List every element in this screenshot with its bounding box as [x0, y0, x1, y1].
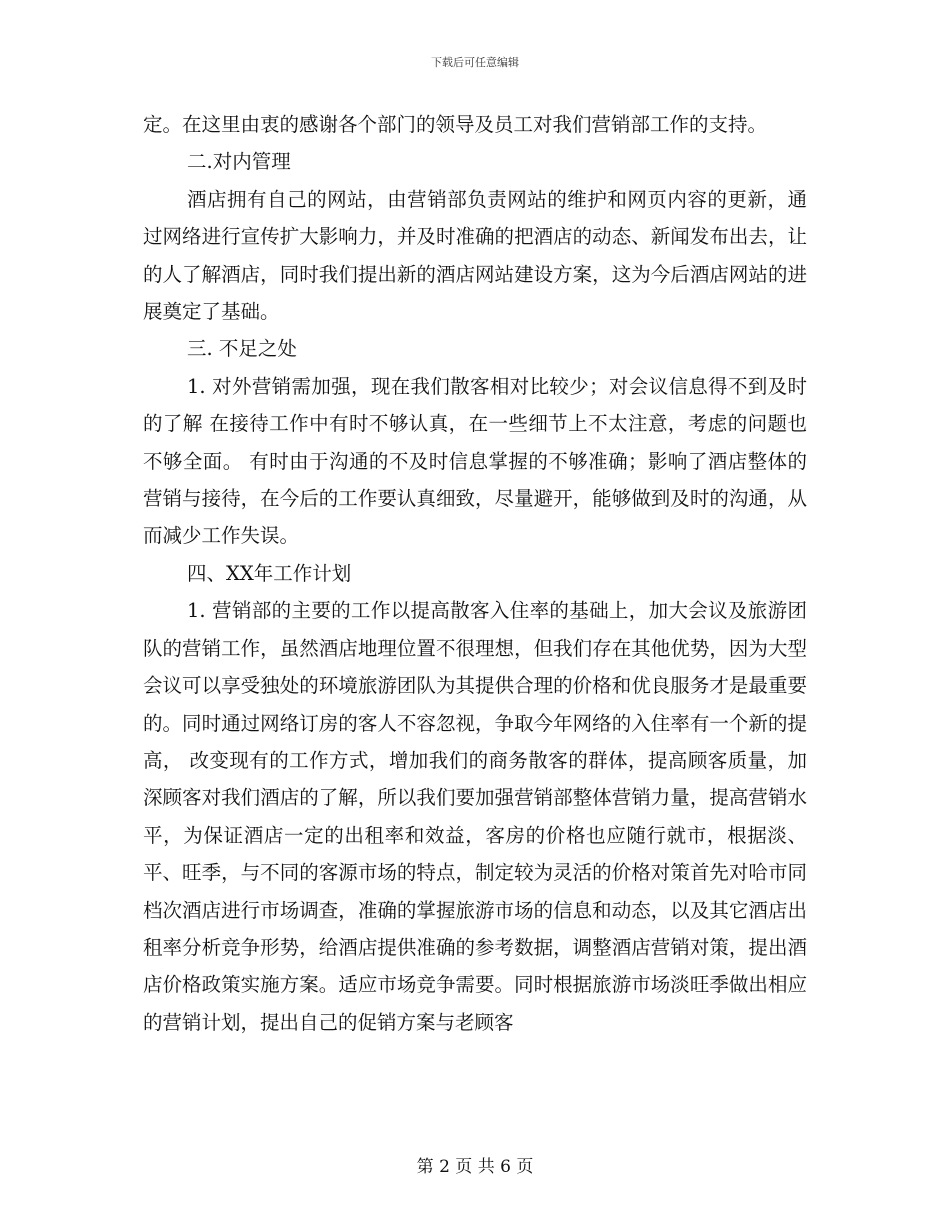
section-heading-work-plan: 四、XX年工作计划	[187, 561, 352, 585]
paragraph-website: 酒店拥有自己的网站，由营销部负责网站的维护和网页内容的更新，通过网络进行宣传扩大影响力，并及时准确的把酒店的动态、新闻发布出去，让的人了解酒店，同时我们提出新的酒店网站建设方案，这为今后酒店网站的进展奠定了基础。	[143, 187, 807, 324]
paragraph-continuation: 定。在这里由衷的感谢各个部门的领导及员工对我们营销部工作的支持。	[143, 113, 768, 136]
page-header-note: 下载后可任意编辑	[431, 56, 519, 69]
paragraph-shortcomings-1: 1. 对外营销需加强，现在我们散客相对比较少；对会议信息得不到及时的了解 在接待工作中有时不够认真，在一些细节上不太注意，考虑的问题也不够全面。 有时由于沟通的不及时信息掌握的不够准确；影响了酒店整体的营销与接待，在今后的工作要认真细致，尽量避开，能够做到及时的沟通，从而减少工作失误。	[143, 374, 807, 548]
page-number-footer: 第 2 页 共 6 页	[416, 1157, 534, 1177]
paragraph-work-plan-1: 1. 营销部的主要的工作以提高散客入住率的基础上，加大会议及旅游团队的营销工作，虽然酒店地理位置不很理想，但我们存在其他优势，因为大型会议可以享受独处的环境旅游团队为其提供合理的价格和优良服务才是最重要的。同时通过网络订房的客人不容忽视，争取今年网络的入住率有一个新的提高， 改变现有的工作方式，增加我们的商务散客的群体，提高顾客质量，加深顾客对我们酒店的了解，所以我们要加强营销部整体营销力量，提高营销水平，为保证酒店一定的出租率和效益，客房的价格也应随行就市，根据淡、平、旺季，与不同的客源市场的特点，制定较为灵活的价格对策首先对哈市同档次酒店进行市场调查，准确的掌握旅游市场的信息和动态，以及其它酒店出租率分析竞争形势，给酒店提供准确的参考数据，调整酒店营销对策，提出酒店价格政策实施方案。适应市场竞争需要。同时根据旅游市场淡旺季做出相应的营销计划，提出自己的促销方案与老顾客	[143, 599, 807, 1034]
section-heading-internal-management: 二.对内管理	[187, 150, 291, 174]
section-heading-shortcomings: 三. 不足之处	[187, 337, 297, 361]
document-body	[143, 106, 807, 1041]
